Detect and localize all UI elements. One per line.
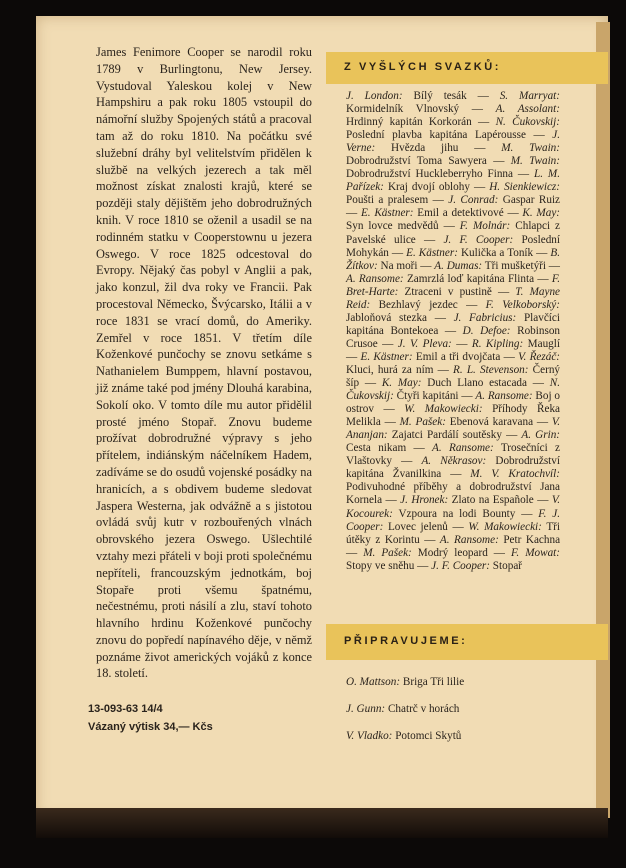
- published-item: [434, 260, 546, 272]
- published-item-title: Dobrodružství Huckleberryho Finna: [346, 168, 513, 181]
- upcoming-item-author: J. Gunn:: [346, 703, 386, 715]
- upcoming-item-title: Potomci Skytů: [395, 730, 462, 742]
- published-item-author: V. Ananjan:: [346, 416, 561, 442]
- published-item-title: Kluci, hurá za ním: [346, 363, 434, 376]
- published-item: [382, 377, 527, 389]
- published-item-title: Plavčíci kapitána Bontekoea: [346, 311, 560, 337]
- published-item-title: Zajatci Pardálí soutěsky: [391, 429, 502, 442]
- published-item-author: H. Sienkiewicz:: [489, 181, 561, 194]
- published-item: [346, 90, 467, 102]
- price-label: Vázaný výtisk 34,— Kčs: [88, 721, 213, 733]
- published-item: [448, 194, 560, 206]
- published-item-title: Na moři: [380, 259, 418, 272]
- upcoming-heading: PŘIPRAVUJEME:: [344, 635, 468, 647]
- published-item-title: Boj o ostrov: [346, 390, 561, 416]
- catalog-code: 13-093-63 14/4: [88, 703, 163, 715]
- published-item: [440, 534, 560, 546]
- published-item-author: E. Kästner:: [406, 246, 458, 259]
- published-item-title: Stopař: [492, 559, 523, 572]
- published-item-title: Vzpoura na lodi Bounty: [398, 507, 516, 520]
- upcoming-item: [346, 730, 576, 757]
- published-item-title: Emil a detektivové: [417, 207, 504, 220]
- published-item-title: Lovec jelenů: [387, 520, 448, 533]
- published-item-title: Gaspar Ruiz: [502, 194, 561, 207]
- published-item: [363, 547, 488, 559]
- published-item-title: Modrý leopard: [417, 546, 488, 559]
- published-item-title: Petr Kachna: [503, 533, 561, 546]
- upcoming-volumes-list: [346, 676, 576, 757]
- cover-bottom-edge: [36, 808, 608, 838]
- published-item-author: J. Verne:: [346, 129, 560, 155]
- published-item-author: F. J. Cooper:: [346, 507, 560, 533]
- published-item-title: Jabloňová stezka: [346, 311, 428, 324]
- published-heading: Z VYŠLÝCH SVAZKŮ:: [344, 61, 502, 73]
- published-item-author: J. F. Cooper:: [443, 233, 514, 246]
- upcoming-item: [346, 676, 576, 703]
- published-item-author: J. V. Pleva:: [397, 337, 452, 350]
- published-item-author: V. Řezáč:: [518, 350, 561, 363]
- published-item-author: F. Molnár:: [459, 220, 511, 233]
- published-item: [398, 338, 456, 350]
- published-item-title: Hvězda jihu: [391, 142, 459, 155]
- published-item-author: F. Bret-Harte:: [346, 272, 561, 298]
- published-item-author: A. Grin:: [521, 429, 561, 442]
- published-item-author: A. Někrasov:: [421, 455, 487, 468]
- published-item-title: Poušti a pralesem: [346, 194, 429, 207]
- published-item-author: M. Twain:: [501, 142, 560, 155]
- published-item: [406, 247, 533, 259]
- published-item-author: K. May:: [381, 377, 422, 390]
- published-item-author: M. V. Kratochvíl:: [470, 468, 561, 481]
- published-item: [361, 207, 504, 219]
- published-item-title: Emil a tři dvojčata: [415, 350, 501, 363]
- book-spine-edge: [596, 22, 610, 818]
- published-item-author: J. F. Cooper:: [431, 559, 490, 572]
- publication-info: [88, 700, 288, 736]
- published-item-author: D. Defoe:: [462, 324, 511, 337]
- published-item-author: A. Assolant:: [495, 103, 560, 116]
- published-item-title: Černý šíp: [346, 363, 561, 390]
- published-item-author: W. Makowiecki:: [404, 403, 483, 416]
- published-item-author: F. Velkoborský:: [485, 298, 560, 311]
- published-item-author: S. Marryat:: [499, 90, 561, 102]
- published-item-title: Trosečníci z Vlaštovky: [346, 442, 560, 468]
- published-item: [400, 494, 534, 506]
- published-item-title: Ebenová karavana: [449, 416, 534, 429]
- upcoming-item: [346, 703, 576, 730]
- published-item-author: J. Fabricius:: [453, 311, 517, 324]
- published-item-title: Podivuhodné příběhy a dobrodružství Jana Kornela: [346, 481, 560, 507]
- published-item-title: Kulička a Toník: [460, 246, 534, 259]
- published-item-title: Chlapci z Pavelské ulice: [346, 220, 561, 246]
- published-item-author: B. Žítkov:: [346, 246, 561, 272]
- published-item-author: K. May:: [522, 207, 561, 220]
- published-item-title: Zamrzlá loď kapitána Flinta: [406, 272, 535, 285]
- published-item-author: E. Kästner:: [360, 350, 413, 363]
- published-item-author: A. Ransome:: [475, 390, 533, 403]
- published-item-title: Stopy ve sněhu: [346, 559, 415, 572]
- published-item-title: Bezhlavý jezdec: [378, 298, 458, 311]
- upcoming-item-author: V. Vladko:: [346, 730, 393, 742]
- published-item-title: Kormidelník Vlnovský: [346, 103, 460, 116]
- published-item-author: M. Twain:: [510, 155, 561, 168]
- published-item-title: Poslední plavba kapitána Lapérousse: [346, 129, 526, 142]
- published-item-title: Kraj dvojí oblohy: [387, 181, 470, 194]
- published-item-author: J. Hronek:: [400, 494, 449, 507]
- upcoming-item-author: O. Mattson:: [346, 676, 401, 688]
- published-item-title: Tři útěky z Korintu: [346, 520, 561, 546]
- published-item-title: Cesta nikam: [346, 442, 407, 455]
- published-item: [360, 351, 500, 363]
- published-item-title: Duch Llano estacada: [427, 377, 527, 390]
- published-item-author: A. Dumas:: [434, 259, 483, 272]
- published-item-title: Poslední Mohykán: [346, 233, 560, 259]
- published-item: [472, 338, 560, 350]
- published-item-author: N. Čukovskij:: [346, 377, 561, 403]
- published-item-author: A. Ransome:: [346, 272, 404, 285]
- upcoming-heading-band: [326, 624, 608, 660]
- published-item: [346, 273, 534, 285]
- upcoming-item-title: Chatrč v horách: [387, 703, 460, 715]
- published-item-author: M. Pašek:: [399, 416, 446, 429]
- published-item-title: Mauglí: [527, 337, 560, 350]
- author-biography: [96, 44, 312, 682]
- published-item-title: Příhody Řeka Melikla: [346, 403, 561, 429]
- published-item-author: F. Mowat:: [511, 546, 560, 559]
- published-item-author: A. Ransome:: [439, 533, 499, 546]
- published-heading-band: [326, 52, 608, 84]
- published-item-author: E. Kästner:: [360, 207, 414, 220]
- published-item-author: V. Kocourek:: [346, 494, 561, 520]
- published-item-title: Hrdinný kapitán Korkorán: [346, 116, 472, 129]
- upcoming-item-title: Briga Tři lilie: [402, 676, 465, 688]
- published-item: [431, 560, 522, 572]
- published-item-title: Tři mušketýři: [484, 259, 546, 272]
- biography-text: James Fenimore Cooper se narodil roku 1789 v Burlingtonu, New Jersey. Vystudoval Yaleskou kolej v New Hampshiru a pak roku 1805 vstoupil do námořní služby Spojených států a pracoval tam až do roku 1810. Na počátku své služební dráhy byl velitelstvím přidělen k službě na velkých jezerech a tak měl možnost získat znalosti krajů, které se později staly dějištěm jeho dobrodružných knih. V roce 1810 se oženil a usadil se na rodinném statku v Cooperstownu u jezera Oswego. V roce 1825 odcestoval do Evropy. Nějaký čas pobyl v Anglii a pak, jako konzul, žil dva roky ve Francii. Pak procestoval Německo, Švýcarsko, Itálii a v roce 1831 se vrací domů, do Ameriky. Zemřel v roce 1851. V třetím díle Koženkové punčochy se znovu setkáme s Nathanielem Bumppem, hlavní postavou, již známe také pod jmény Dlouhá karabina, Sokolí oko. V tomto díle mu autor přidělil prosté jméno Stopař. Znovu budeme prožívat dobrodružné výpravy s jeho přítelem, indiánským náčelníkem Hadem, zadíváme se do osudů vojenské posádky na hranicích, a s obdivem budeme sledovat Jaspera Westerna, jak odvážně a s jistotou ovládá svůj kutr v rozbouřených vlnách obrovského jezera Oswego. Ušlechtilé vztahy mezi přáteli v boji proti společnému nepříteli, francouzským jednotkám, boj Stopaře proti všemu špatnému, nečestnému, proti násilí a zlu, staví tohoto hlavního hrdinu Koženkové punčochy znovu do popředí napínavého děje, v němž poznáme život amerických vojáků z konce 18. století.: [96, 45, 312, 681]
- published-item-author: R. L. Stevenson:: [453, 363, 529, 376]
- published-item-author: L. M. Pařízek:: [346, 168, 560, 194]
- published-volumes-list: J. London: Bílý tesák — S. Marryat: Kormidelník Vlnovský — A. Assolant: Hrdinný kapitán Korkorán — N. Čukovskij: Poslední plavba kapitána Lapérousse — J. Verne: Hvězda jihu — M. Twain: Dobrodružství Toma Sawyera — M. Twain: Dobrodružství Huckleberryho Finna — L. M. Pařízek: Kraj dvojí oblohy — H. Sienkiewicz: Poušti a pralesem — J. Conrad: Gaspar Ruiz — E. Kästner: Emil a detektivové — K. May: Syn lovce medvědů — F. Molnár: Chlapci z Pavelské ulice — J. F. Cooper: Poslední Mohykán — E. Kästner: Kulička a Toník — B. Žítkov: Na moři — A. Dumas: Tři mušketýři — A. Ransome: Zamrzlá loď kapitána Flinta — F. Bret-Harte: Ztraceni v pustině — T. Mayne Reid: Bezhlavý jezdec — F. Velkoborský: Jabloňová stezka — J. Fabricius: Plavčíci kapitána Bontekoea — D. Defoe: Robinson Crusoe — J. V. Pleva: — R. Kipling: Mauglí — E. Kästner: Emil a tři dvojčata — V. Řezáč: Kluci, hurá za ním — R. L. Stevenson: Černý šíp — K. May: Duch Llano estacada — N. Čukovskij: Čtyři kapitáni — A. Ransome: Boj o ostrov — W. Makowiecki: Příhody Řeka Melikla — M. Pašek: Ebenová karavana — V. Ananjan: Zajatci Pardálí soutěsky — A. Grin: Cesta nikam — A. Ransome: Trosečníci z Vlaštovky — A. Někrasov: Dobrodružství kapitána Žvanilkina — M. V. Kratochvíl: Podivuhodné příběhy a dobrodružství Jana Kornela — J. Hronek: Zlato na Españole — V. Kocourek: Vzpoura na lodi Bounty — F. J. Cooper: Lovec jelenů — W. Makowiecki: Tři útěky z Korintu — A. Ransome: Petr Kachna — M. Pašek: Modrý leopard — F. Mowat: Stopy ve sněhu — J. F. Cooper: Stopař: [346, 90, 561, 572]
- published-item-title: Bílý tesák: [413, 90, 467, 102]
- published-item-author: N. Čukovskij:: [495, 116, 561, 129]
- published-item-title: Čtyři kapitáni: [396, 390, 459, 403]
- published-item-author: W. Makowiecki:: [468, 520, 542, 533]
- published-item-author: R. Kipling:: [471, 337, 524, 350]
- published-item-title: Robinson Crusoe: [346, 324, 561, 350]
- published-item-author: J. Conrad:: [448, 194, 499, 207]
- published-item-author: A. Ransome:: [432, 442, 494, 455]
- published-item-title: Syn lovce medvědů: [346, 220, 439, 233]
- published-item-author: M. Pašek:: [363, 546, 412, 559]
- published-item-title: Dobrodružství kapitána Žvanilkina: [346, 455, 560, 481]
- published-item: [400, 416, 533, 428]
- published-item-author: T. Mayne Reid:: [346, 285, 561, 311]
- published-item-title: Zlato na Españole: [451, 494, 534, 507]
- published-item-author: J. London:: [346, 90, 403, 102]
- published-item-title: Ztraceni v pustině: [404, 285, 492, 298]
- published-item-title: Dobrodružství Toma Sawyera: [346, 155, 487, 168]
